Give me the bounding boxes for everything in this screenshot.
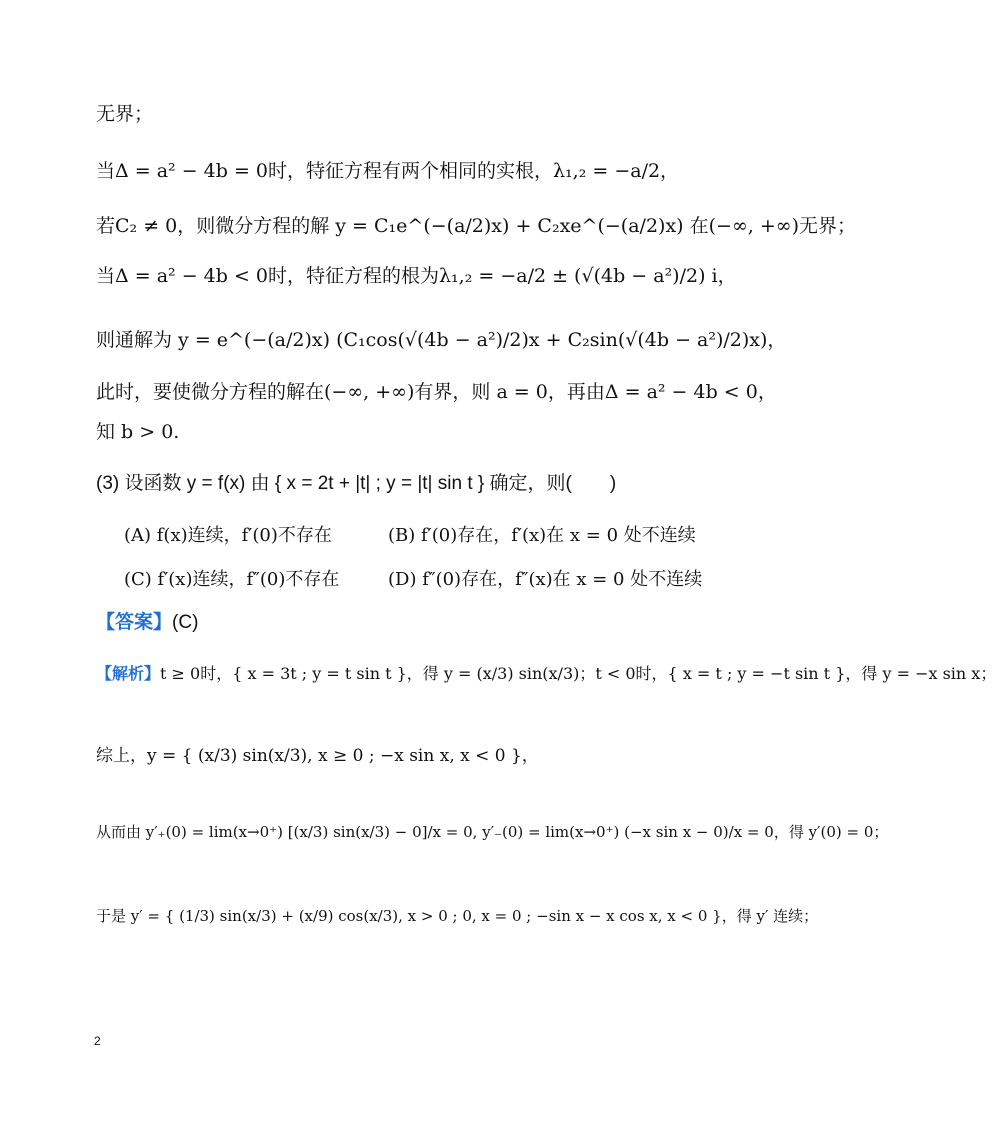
text-line-4: 当Δ = a² − 4b < 0时，特征方程的根为λ₁,₂ = −a/2 ± (√(4b − a²)/2) i， <box>96 265 737 287</box>
option-c: (C) f′(x)连续，f″(0)不存在 <box>124 569 340 590</box>
analysis-line-1 <box>96 660 996 688</box>
text-line-2: 当Δ = a² − 4b = 0时，特征方程有两个相同的实根，λ₁,₂ = −a/2， <box>96 160 680 182</box>
text-line-7: 知 b > 0. <box>96 421 180 443</box>
text-line-3: 若C₂ ≠ 0，则微分方程的解 y = C₁e^(−(a/2)x) + C₂xe^(−(a/2)x) 在(−∞, +∞)无界； <box>96 215 857 237</box>
analysis-line-2: 综上，y = { (x/3) sin(x/3), x ≥ 0 ; −x sin x, x < 0 }， <box>96 746 539 766</box>
answer-row <box>96 608 198 637</box>
answer-value: (C) <box>172 612 199 633</box>
text-line-1: 无界； <box>96 103 154 125</box>
analysis-text-1: t ≥ 0时，{ x = 3t ; y = t sin t }，得 y = (x/3) sin(x/3)；t < 0时，{ x = t ; y = −t sin t }，得 y = −x sin x； <box>160 664 996 683</box>
text-line-5: 则通解为 y = e^(−(a/2)x) (C₁cos(√(4b − a²)/2)x + C₂sin(√(4b − a²)/2)x)， <box>96 329 787 351</box>
page-number: 2 <box>94 1034 101 1048</box>
question-stem: (3) 设函数 y = f(x) 由 { x = 2t + |t| ; y = |t| sin t } 确定，则( ) <box>96 473 617 494</box>
option-a: (A) f(x)连续，f′(0)不存在 <box>124 525 332 546</box>
option-b: (B) f′(0)存在，f′(x)在 x = 0 处不连续 <box>388 525 696 546</box>
text-line-6: 此时，要使微分方程的解在(−∞, +∞)有界，则 a = 0，再由Δ = a² − 4b < 0， <box>96 381 777 403</box>
analysis-line-4: 于是 y′ = { (1/3) sin(x/3) + (x/9) cos(x/3), x > 0 ; 0, x = 0 ; −sin x − x cos x, x < 0 }，得 y′ 连续； <box>96 907 819 925</box>
option-d: (D) f″(0)存在，f″(x)在 x = 0 处不连续 <box>388 569 703 590</box>
analysis-line-3: 从而由 y′₊(0) = lim(x→0⁺) [(x/3) sin(x/3) − 0]/x = 0, y′₋(0) = lim(x→0⁺) (−x sin x − 0)/x = 0，得 y′(0) = 0； <box>96 823 889 841</box>
answer-label: 【答案】 <box>96 611 173 633</box>
analysis-label: 【解析】 <box>96 664 161 683</box>
